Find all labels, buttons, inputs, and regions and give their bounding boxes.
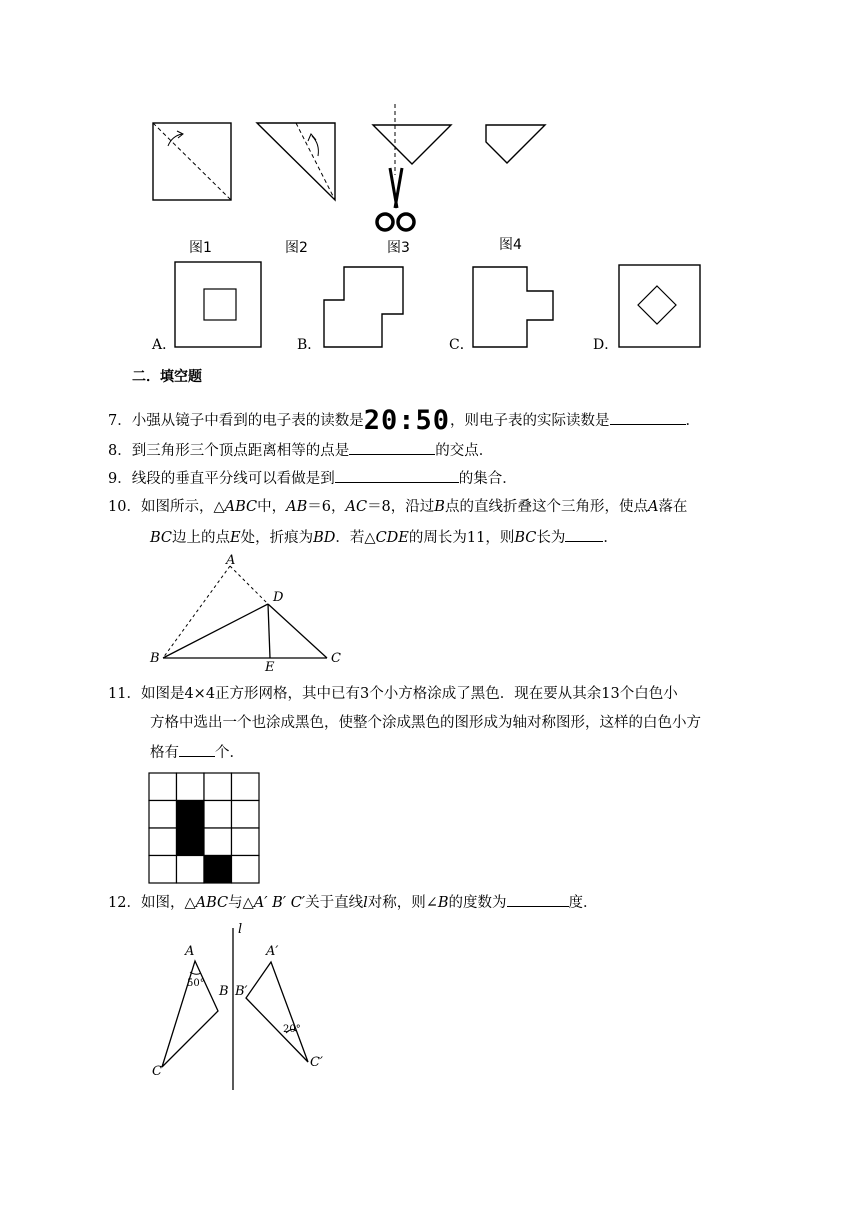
text-run: CDE xyxy=(375,530,409,546)
text-run: 落在 xyxy=(658,499,688,515)
text-run: 的度数为 xyxy=(448,895,507,911)
mirror-clock: 20:50 xyxy=(363,405,451,436)
tri-label-b: B xyxy=(150,651,160,666)
tri-label-a: A xyxy=(226,553,236,568)
question-12: 12．如图，△ABC与△A′ B′ C′关于直线l对称，则∠B的度数为 度． xyxy=(108,892,598,913)
text-run: 中， xyxy=(257,499,287,515)
text-run: 关于直线 xyxy=(305,895,364,911)
sym-label-b: B xyxy=(219,984,229,999)
figure-label-1: 图1 xyxy=(189,240,212,256)
text-run: 处，折痕为 xyxy=(240,530,314,546)
text-run: 对称，则∠ xyxy=(367,895,438,911)
text-run: ＝6， xyxy=(307,499,346,515)
question-11-line-3: 格有 个． xyxy=(150,742,244,763)
text-run: 与△ xyxy=(228,895,254,911)
text-run: 长为 xyxy=(536,530,566,546)
tri-label-e: E xyxy=(265,660,275,675)
text-run: 点的直线折叠这个三角形，使点 xyxy=(444,499,648,515)
sym-label-l: l xyxy=(238,922,243,937)
text-run: AC xyxy=(345,499,368,515)
option-a-label: A． xyxy=(152,337,177,353)
question-8: 8．到三角形三个顶点距离相等的点是 的交点． xyxy=(108,440,493,461)
text-run: BD xyxy=(313,530,336,546)
text-run: ABC xyxy=(195,895,229,911)
question-11-line-1: 11．如图是4×4正方形网格，其中已有3个小方格涂成了黑色．现在要从其余13个白色小 xyxy=(108,686,678,702)
text-run: B xyxy=(434,499,445,515)
sym-label-a: A xyxy=(185,944,195,959)
figure-label-2: 图2 xyxy=(285,240,308,256)
text-run: BC xyxy=(150,530,173,546)
figure-label-4: 图4 xyxy=(499,237,522,253)
option-d-label: D． xyxy=(593,337,619,353)
text-run: ABC xyxy=(224,499,258,515)
text-run: BC xyxy=(514,530,537,546)
text-run: A xyxy=(647,499,659,515)
text-run: A′ B′ C′ xyxy=(253,895,306,911)
option-b-label: B． xyxy=(297,337,322,353)
sym-label-c: C xyxy=(152,1064,162,1079)
question-7: 7．小强从镜子中看到的电子表的读数是20:50，则电子表的实际读数是 ． xyxy=(108,405,701,436)
question-9: 9．线段的垂直平分线可以看做是到 的集合． xyxy=(108,468,517,489)
text-run: AB xyxy=(286,499,308,515)
option-c-label: C． xyxy=(449,337,474,353)
text-run: 边上的点 xyxy=(172,530,231,546)
text-run: B xyxy=(437,895,449,911)
sym-angle-20: 20° xyxy=(283,1024,301,1035)
figure-label-3: 图3 xyxy=(387,240,410,256)
sym-label-b-prime: B′ xyxy=(235,984,248,999)
question-10-line-1: 10．如图所示，△ABC中，AB＝6，AC＝8，沿过B点的直线折叠这个三角形，使点A落在 xyxy=(108,499,688,515)
text-run: 的周长为11，则 xyxy=(408,530,515,546)
text-run: ＝8，沿过 xyxy=(367,499,435,515)
question-11-line-2: 方格中选出一个也涂成黑色，使整个涂成黑色的图形成为轴对称图形，这样的白色小方 xyxy=(150,715,701,731)
sym-label-c-prime: C′ xyxy=(310,1055,323,1070)
tri-label-c: C xyxy=(331,651,341,666)
text-run: 如图，△ xyxy=(140,895,196,911)
text-run: E xyxy=(230,530,241,546)
question-10-line-2: BC边上的点E处，折痕为BD．若△CDE的周长为11，则BC长为 ． xyxy=(150,527,618,548)
sym-angle-50: 50° xyxy=(187,978,205,989)
text-run: 如图所示，△ xyxy=(140,499,225,515)
section-title: 二．填空题 xyxy=(132,369,202,385)
tri-label-d: D xyxy=(273,590,284,605)
text-run: ．若△ xyxy=(335,530,376,546)
text-run: l xyxy=(363,895,368,911)
sym-label-a-prime: A′ xyxy=(266,944,279,959)
